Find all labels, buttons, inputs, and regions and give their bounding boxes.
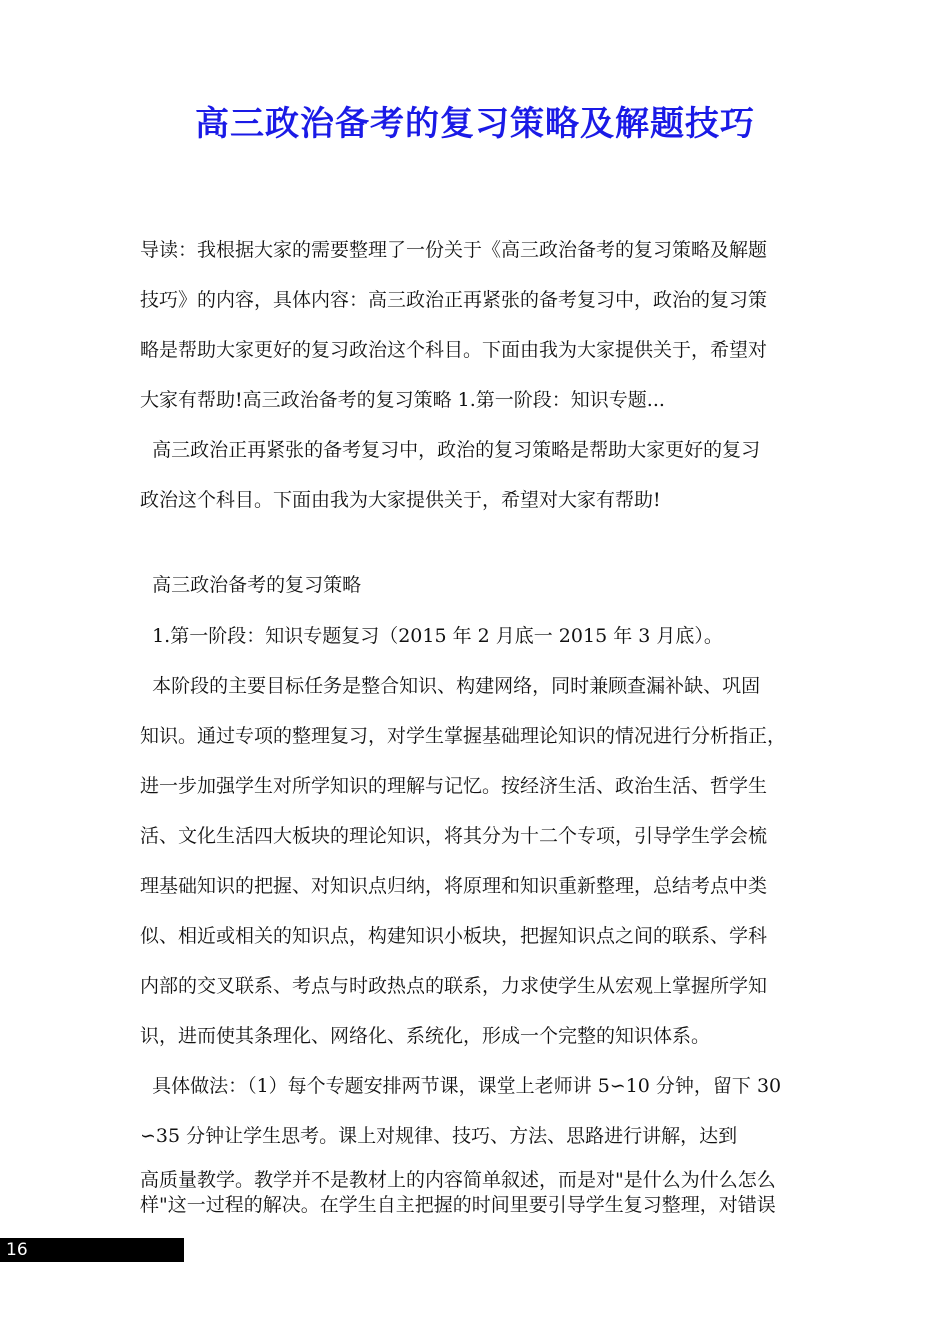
text-line: 导读：我根据大家的需要整理了一份关于《高三政治备考的复习策略及解题 xyxy=(140,239,768,261)
text-line: 大家有帮助!高三政治备考的复习策略 1.第一阶段：知识专题... xyxy=(140,389,665,411)
document-title: 高三政治备考的复习策略及解题技巧 xyxy=(195,104,755,144)
page-number-bar xyxy=(0,1238,184,1262)
text-line: 高三政治正再紧张的备考复习中，政治的复习策略是帮助大家更好的复习 xyxy=(140,439,761,461)
text-line: 知识。通过专项的整理复习，对学生掌握基础理论知识的情况进行分析指正， xyxy=(140,725,787,747)
text-line: 活、文化生活四大板块的理论知识，将其分为十二个专项，引导学生学会梳 xyxy=(140,825,768,847)
text-line: 识，进而使其条理化、网络化、系统化，形成一个完整的知识体系。 xyxy=(140,1025,711,1047)
text-line: 进一步加强学生对所学知识的理解与记忆。按经济生活、政治生活、哲学生 xyxy=(140,775,768,797)
section-heading: 高三政治备考的复习策略 xyxy=(140,574,362,596)
text-line: 本阶段的主要目标任务是整合知识、构建网络，同时兼顾查漏补缺、巩固 xyxy=(140,675,761,697)
page-number: 16 xyxy=(6,1240,28,1260)
text-line: 政治这个科目。下面由我为大家提供关于，希望对大家有帮助! xyxy=(140,489,661,511)
text-line: 1.第一阶段：知识专题复习（2015 年 2 月底一 2015 年 3 月底）。 xyxy=(140,625,723,647)
text-line: 似、相近或相关的知识点，构建知识小板块，把握知识点之间的联系、学科 xyxy=(140,925,768,947)
text-line: 略是帮助大家更好的复习政治这个科目。下面由我为大家提供关于，希望对 xyxy=(140,339,768,361)
text-line: 理基础知识的把握、对知识点归纳，将原理和知识重新整理，总结考点中类 xyxy=(140,875,768,897)
text-line: 技巧》的内容，具体内容：高三政治正再紧张的备考复习中，政治的复习策 xyxy=(140,289,768,311)
text-line: 内部的交叉联系、考点与时政热点的联系，力求使学生从宏观上掌握所学知 xyxy=(140,975,768,997)
text-line: ∽35 分钟让学生思考。课上对规律、技巧、方法、思路进行讲解，达到 xyxy=(140,1125,738,1147)
text-line: 具体做法：（1）每个专题安排两节课，课堂上老师讲 5∽10 分钟，留下 30 xyxy=(140,1075,782,1097)
text-line: 样"这一过程的解决。在学生自主把握的时间里要引导学生复习整理，对错误 xyxy=(140,1194,776,1216)
text-line: 高质量教学。教学并不是教材上的内容简单叙述，而是对"是什么为什么怎么 xyxy=(140,1169,776,1191)
